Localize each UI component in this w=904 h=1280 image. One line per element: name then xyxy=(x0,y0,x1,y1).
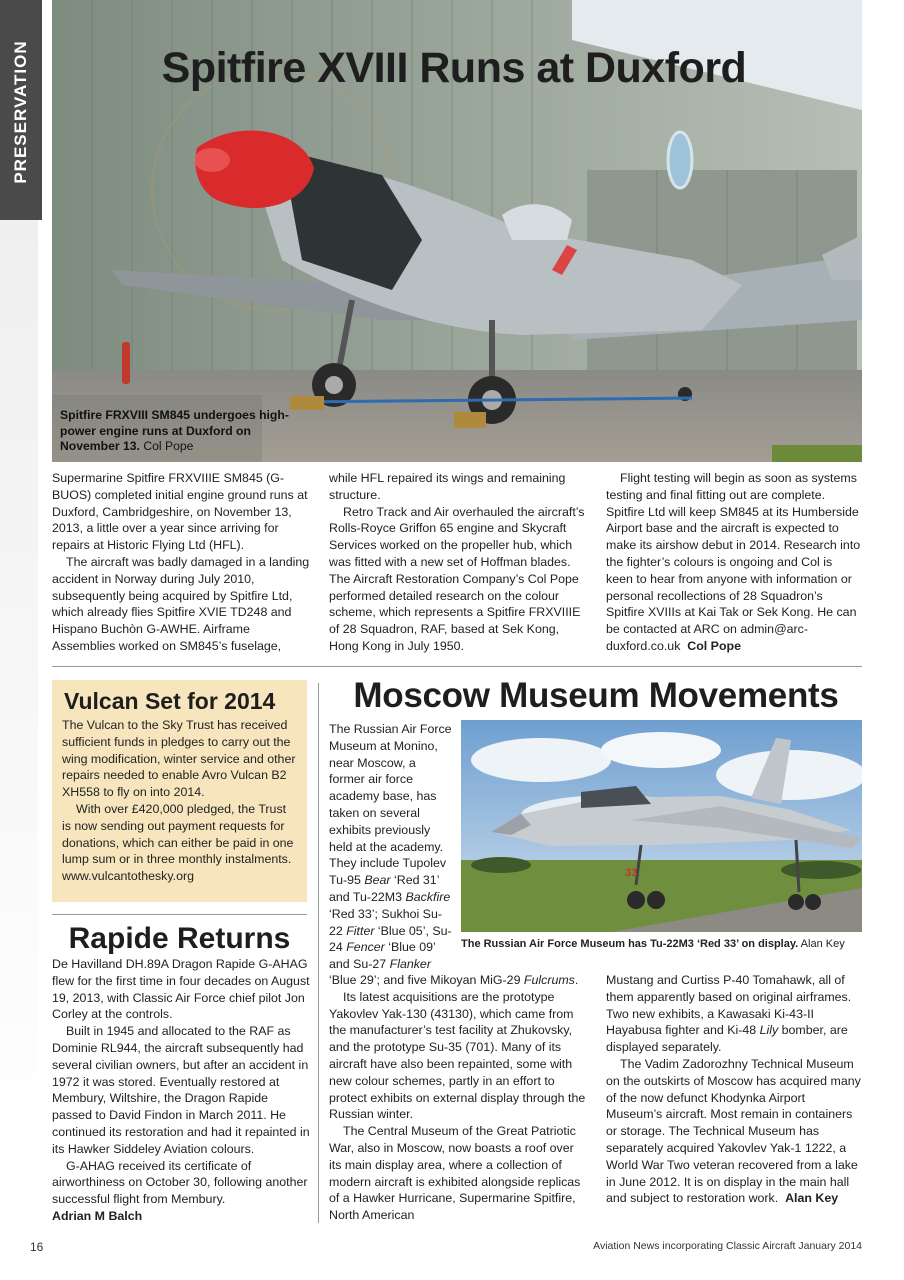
text: Bear xyxy=(364,873,391,888)
page-title: Spitfire XVIII Runs at Duxford xyxy=(161,44,747,92)
byline: Adrian M Balch xyxy=(52,1208,143,1223)
tu22-photo xyxy=(461,720,862,932)
paragraph: The Central Museum of the Great Patriotic War, also in Moscow, now boasts a roof over its main display area, where a collection of modern aircraft is exhibited alongside replicas of a Hawker Hurricane, Supermarine Spitfire, North American xyxy=(329,1124,581,1223)
byline: Col Pope xyxy=(687,638,741,653)
paragraph: The aircraft was badly damaged in a landing accident in Norway during July 2010, subsequently being acquired by Spitfire Ltd, which already flies Spitfire XVIE TD248 and Hispano Buchòn G-AWHE. Airframe Assemblies worked on SM845’s fuselage, xyxy=(52,554,310,653)
moscow-intro xyxy=(329,721,455,973)
caption-bold: Spitfire FRXVIII SM845 undergoes high-power engine runs at Duxford on November 13. xyxy=(60,408,289,453)
paragraph: De Havilland DH.89A Dragon Rapide G-AHAG flew for the first time in four decades on August 19, 2013, with Classic Air Force chief pilot Jon Corley at the controls. xyxy=(52,957,310,1022)
page-number: 16 xyxy=(30,1240,44,1254)
text: . xyxy=(574,973,579,987)
text: ‘Blue 05’, Su-24 xyxy=(329,923,452,955)
text: bomber, are displayed separately. xyxy=(606,1023,848,1055)
paragraph: while HFL repaired its wings and remaining structure. xyxy=(329,471,566,502)
vulcan-title: Vulcan Set for 2014 xyxy=(64,688,276,714)
paragraph: G-AHAG received its certificate of airworthiness on October 30, following another successful flight from Membury. xyxy=(52,1158,308,1207)
paragraph: The Vadim Zadorozhny Technical Museum on the outskirts of Moscow has acquired many of the now defunct Khodynka Airport Museum’s aircraft. Most remain in containers or storage. The Technical Museum has separately acquired Yakovlev Yak-1 1222, a World War Two veteran recovered from a lake in June 2012. It is on display in the main hall and subject to restoration work. xyxy=(606,1056,861,1206)
tu22-photo-caption xyxy=(461,937,862,951)
tu22-number: 33 xyxy=(625,867,638,879)
tu22-illustration xyxy=(461,720,862,932)
text: Backfire xyxy=(405,889,451,904)
moscow-column-3 xyxy=(606,972,862,1207)
divider xyxy=(52,914,307,915)
paragraph: Built in 1945 and allocated to the RAF as Dominie RL944, the aircraft subsequently had several civilian owners, but after an accident in 1972 it was stored. Eventually restored at Membury, Wiltshire, the Dragon Rapide passed to David Findon in March 2011. He continued its restoration and had it repainted in its Hawker Siddeley Aviation colours. xyxy=(52,1024,310,1156)
moscow-column-2 xyxy=(329,972,587,1224)
text: Fulcrums xyxy=(523,973,575,987)
caption-credit: Col Pope xyxy=(143,439,194,453)
caption-bold: The Russian Air Force Museum has Tu-22M3 ‘Red 33’ on display. xyxy=(461,938,799,950)
story-column-2 xyxy=(329,470,587,655)
rapide-title: Rapide Returns xyxy=(68,922,291,955)
text: Fencer xyxy=(346,940,385,955)
byline: Alan Key xyxy=(785,1191,839,1206)
text: Mustang and Curtiss P-40 Tomahawk, all of them apparently based on original airframes. Two new exhibits, a Kawasaki Ki-43-II Hayabusa fighter and Ki-48 xyxy=(606,973,852,1038)
paragraph: Supermarine Spitfire FRXVIIIE SM845 (G-BUOS) completed initial engine ground runs at Duxford, Cambridgeshire, on November 13, 2013, a little over a year since arriving for repairs at Historic Flying Ltd (HFL). xyxy=(52,471,308,553)
paragraph: With over £420,000 pledged, the Trust is now sending out payment requests for donations, which can either be paid in one lump sum or in three monthly instalments. www.vulcantothesky.org xyxy=(62,801,294,884)
section-tab-label: PRESERVATION xyxy=(11,40,30,184)
paragraph: Retro Track and Air overhauled the aircraft’s Rolls-Royce Griffon 65 engine and Skycraft Services worked on the propeller hub, which was fitted with a new set of Hoffman blades. The Aircraft Restoration Company’s Col Pope performed detailed research on the colour scheme, which represents a Spitfire FRXVIIIE of 28 Squadron, RAF, based at Sek Kong, Hong Kong in July 1950. xyxy=(329,504,585,653)
paragraph: The Vulcan to the Sky Trust has received sufficient funds in pledges to carry out the wing modification, winter service and other repairs needed to enable Avro Vulcan B2 XH558 to fly on into 2014. xyxy=(62,718,296,800)
section-tab xyxy=(0,0,42,220)
paragraph: Flight testing will begin as soon as systems testing and final fitting out are complete. Spitfire Ltd will keep SM845 at its Humberside Airport base and the aircraft is expected to make its airshow debut in 2014. Research into the fighter’s colours is ongoing and Col is keen to hear from anyone with information or personal recollections of 28 Squadron’s Spitfire XVIIIs at Kai Tak or Sek Kong. He can be contacted at ARC on admin@arc-duxford.co.uk xyxy=(606,471,861,653)
vulcan-box xyxy=(52,680,307,902)
text: ‘Blue 29’; and five Mikoyan MiG-29 xyxy=(329,973,524,987)
text: Lily xyxy=(759,1023,779,1038)
moscow-title: Moscow Museum Movements xyxy=(353,676,839,715)
publication-footer: Aviation News incorporating Classic Aircraft January 2014 xyxy=(593,1240,862,1252)
text: ‘Red 31’ and Tu-22M3 xyxy=(329,873,439,904)
story-column-3 xyxy=(606,470,862,655)
text: The Russian Air Force Museum at Monino, near Moscow, a former air force academy base, has taken on several exhibits previously held at the academy. They include Tupolev Tu-95 xyxy=(329,722,452,888)
story-column-1 xyxy=(52,470,310,655)
side-gradient xyxy=(0,220,38,1170)
divider xyxy=(52,666,862,667)
text: Flanker xyxy=(389,957,431,972)
paragraph: Its latest acquisitions are the prototype Yakovlev Yak-130 (43130), which came from the manufacturer’s test facility at Zhukovsky, and the prototype Su-35 (701). Many of its aircraft have also been repainted, some with new colour schemes, partly in an effort to protect exhibits on external display through the Russian winter. xyxy=(329,989,586,1122)
spitfire-photo-caption xyxy=(60,408,290,455)
column-divider xyxy=(318,683,319,1223)
rapide-column xyxy=(52,956,310,1225)
text: ‘Blue 09’ and Su-27 xyxy=(329,940,436,972)
text: ‘Red 33’; Sukhoi Su-22 xyxy=(329,906,442,938)
text: Fitter xyxy=(346,923,375,938)
caption-credit: Alan Key xyxy=(800,938,845,950)
